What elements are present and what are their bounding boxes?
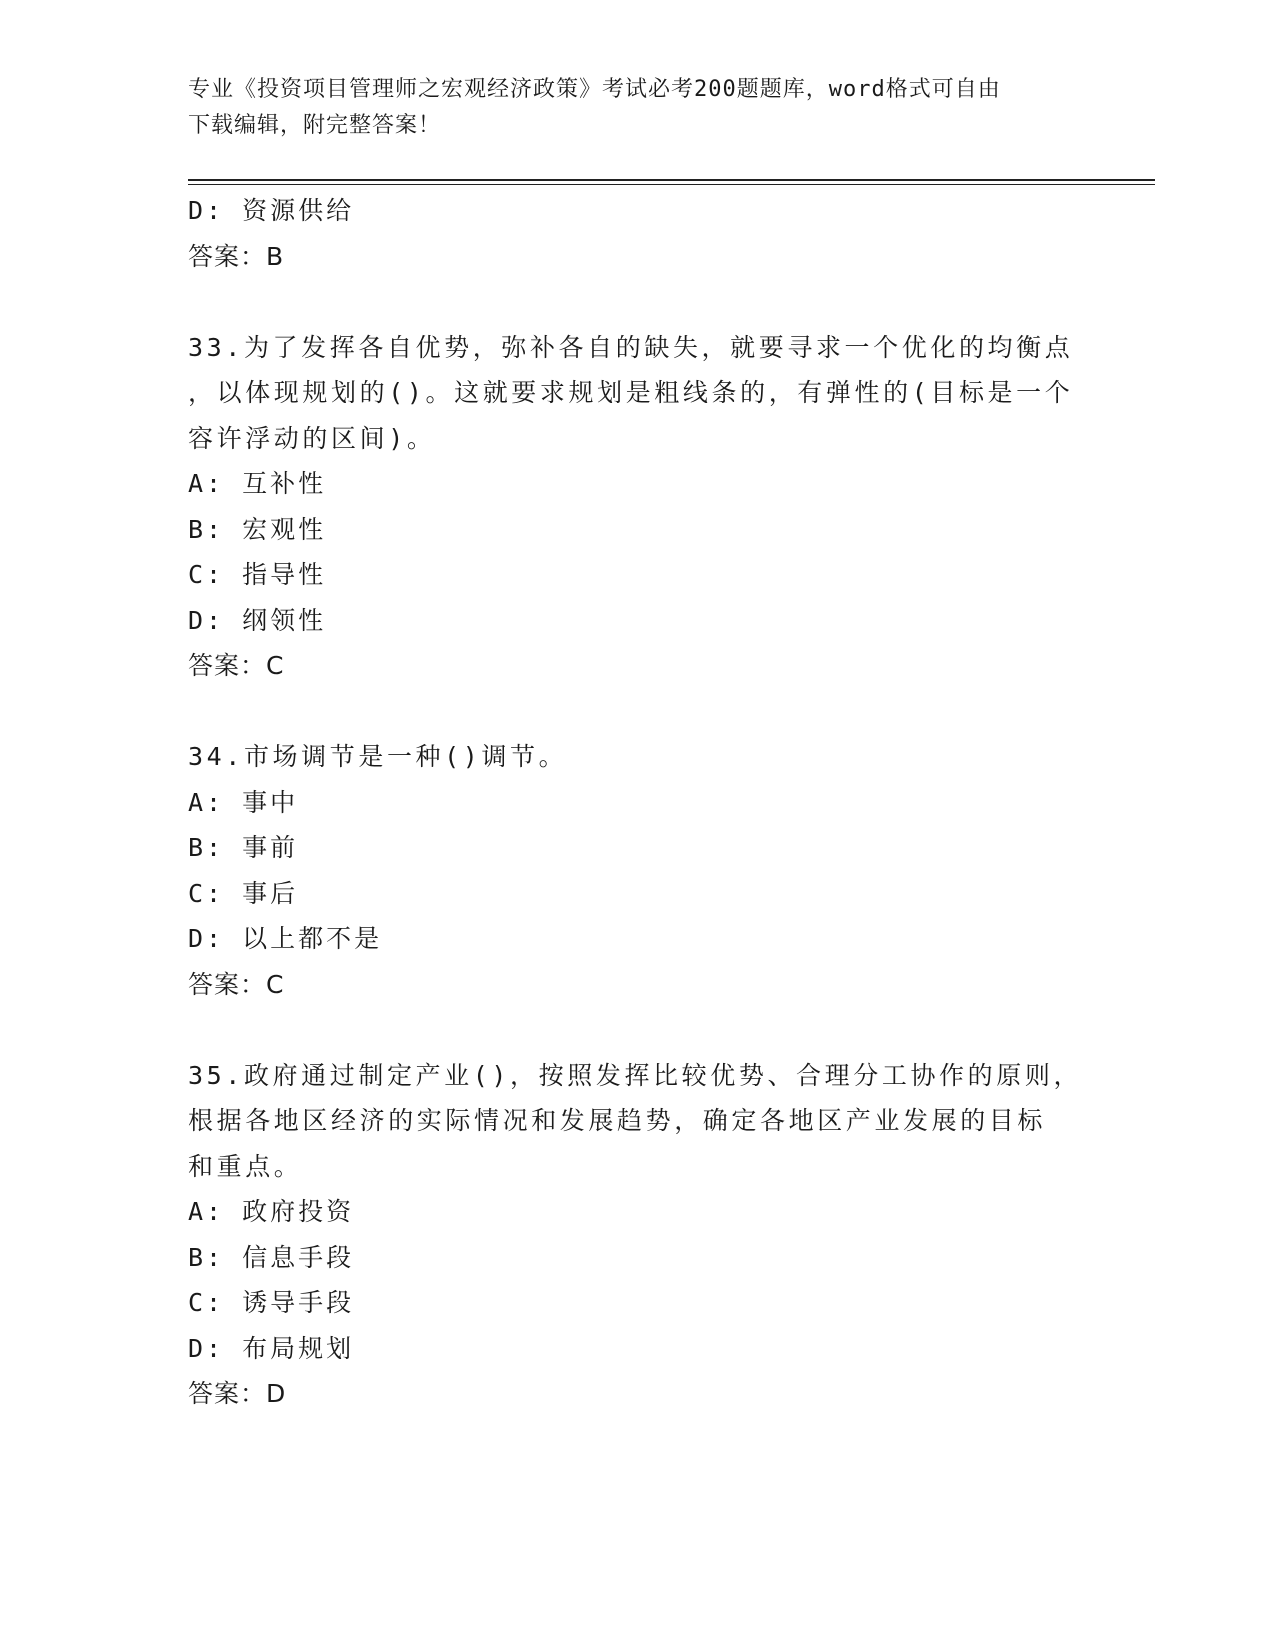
question-35 xyxy=(188,1053,1088,1417)
stem-line: 33.为了发挥各自优势，弥补各自的缺失，就要寻求一个优化的均衡点 xyxy=(188,332,1074,362)
spacer xyxy=(188,1007,1088,1053)
document-header xyxy=(188,72,1068,144)
option-a: A: 政府投资 xyxy=(188,1197,355,1226)
question-33 xyxy=(188,325,1088,689)
option-b: B: 信息手段 xyxy=(188,1242,355,1272)
stem-line: 容许浮动的区间)。 xyxy=(188,423,436,453)
spacer xyxy=(188,689,1088,735)
option-d-previous: D: 资源供给 xyxy=(188,196,355,225)
option-b: B: 宏观性 xyxy=(188,514,327,544)
option-d: D: 布局规划 xyxy=(188,1333,355,1363)
option-c: C: 指导性 xyxy=(188,560,327,589)
question-34-stem xyxy=(188,734,1088,780)
question-33-stem xyxy=(188,325,1088,462)
option-d: D: 纲领性 xyxy=(188,605,327,635)
stem-line: 34.市场调节是一种()调节。 xyxy=(188,742,568,771)
header-line-2: 下载编辑，附完整答案！ xyxy=(188,113,442,138)
option-a: A: 事中 xyxy=(188,787,299,817)
answer-previous: 答案：B xyxy=(188,241,285,271)
option-c: C: 诱导手段 xyxy=(188,1288,355,1317)
option-b: B: 事前 xyxy=(188,833,299,862)
question-list xyxy=(188,188,1088,1417)
answer: 答案：C xyxy=(188,969,285,999)
option-a: A: 互补性 xyxy=(188,469,327,498)
stem-line: 和重点。 xyxy=(188,1151,303,1181)
answer: 答案：D xyxy=(188,1379,287,1408)
stem-line: 35.政府通过制定产业()，按照发挥比较优势、合理分工协作的原则， xyxy=(188,1060,1083,1090)
header-divider-bottom xyxy=(188,184,1155,185)
answer: 答案：C xyxy=(188,651,285,680)
option-d: D: 以上都不是 xyxy=(188,924,383,953)
option-c: C: 事后 xyxy=(188,878,299,908)
stem-line: 根据各地区经济的实际情况和发展趋势，确定各地区产业发展的目标 xyxy=(188,1106,1047,1135)
header-line-1: 专业《投资项目管理师之宏观经济政策》考试必考200题题库，word格式可自由 xyxy=(188,77,1001,102)
spacer xyxy=(188,279,1088,325)
question-35-stem xyxy=(188,1053,1088,1190)
question-34 xyxy=(188,734,1088,1007)
header-divider-top xyxy=(188,179,1155,181)
stem-line: ，以体现规划的()。这就要求规划是粗线条的，有弹性的(目标是一个 xyxy=(188,378,1074,407)
